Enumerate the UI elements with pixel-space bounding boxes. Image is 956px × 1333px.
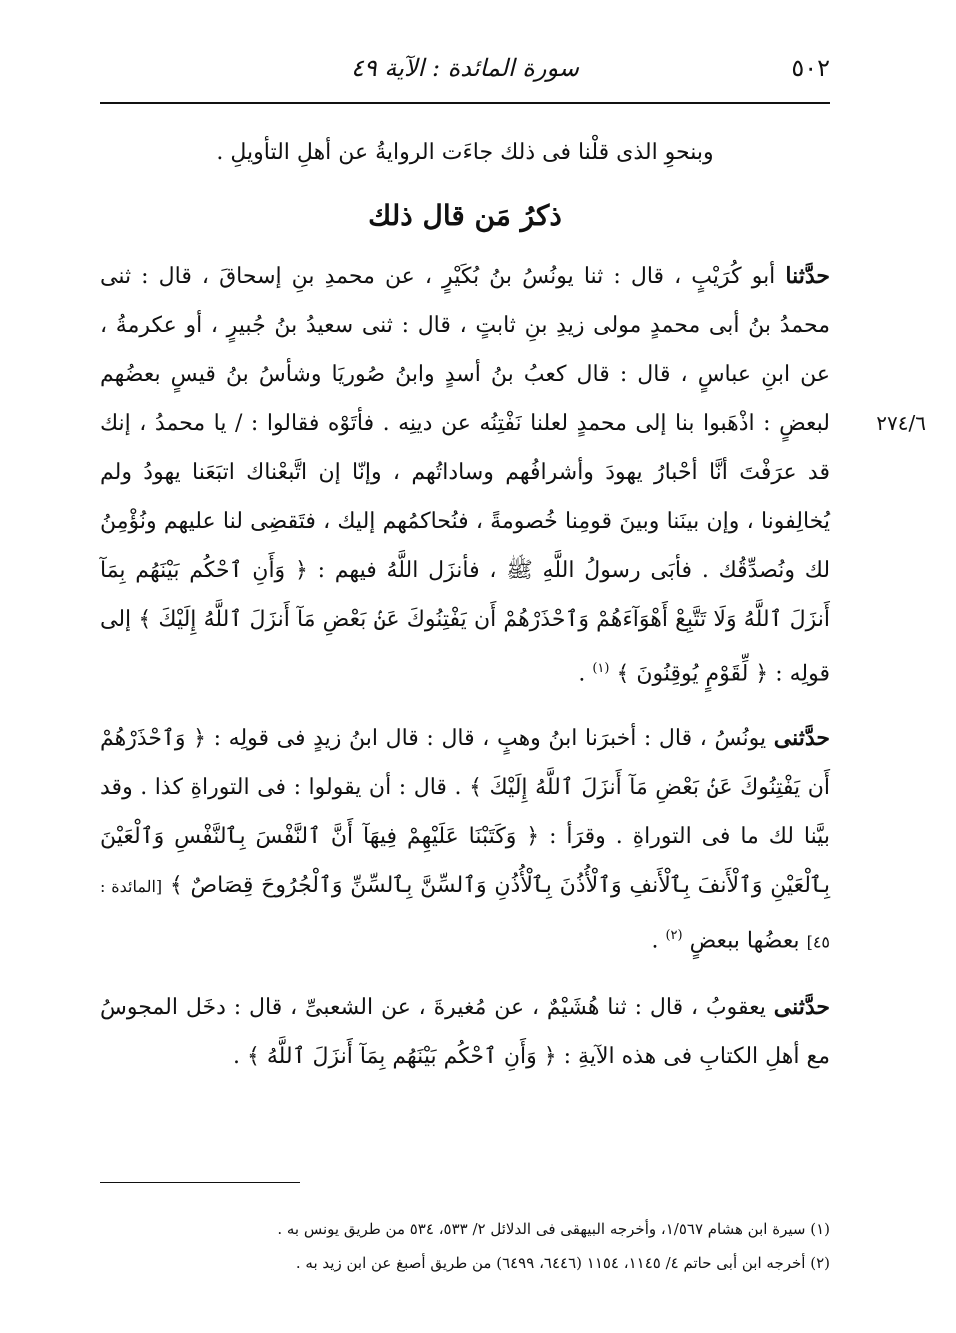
section-title: ذكرُ مَن قال ذلك (368, 199, 562, 232)
hadith-paragraph-2 (100, 714, 830, 966)
quran-verse: ﴿ وَكَتَبْنَا عَلَيْهِمْ فِيهَآ أَنَّ ٱلنَّفْسَ بِٱلنَّفْسِ وَٱلْعَيْنَ بِٱلْعَيْنِ وَٱلْأَنفَ بِٱلْأَنفِ وَٱلْأُذُنَ بِٱلْأُذُنِ وَٱلسِّنَّ بِٱلسِّنِّ وَٱلْجُرُوحَ قِصَاصٌ ﴾ (100, 824, 830, 899)
footnote-marker: (١) (592, 661, 610, 676)
book-page (100, 40, 926, 1300)
margin-volume-page-ref: ٢٧٤/٦ (876, 411, 926, 435)
footnote-rule (100, 1182, 300, 1183)
hadith-paragraph-1 (100, 252, 926, 698)
page-number: ٥٠٢ (791, 54, 830, 82)
narration-text: . قال : أن يقولوا : فى التوراةِ كذا . وقد بيَّنا لك ما فى التوراةِ . وقرَأ : (100, 775, 830, 850)
intro-line: وبنحوِ الذى قلْنا فى ذلك جاءَت الروايةُ عن أهلِ التأويلِ . (216, 140, 714, 165)
running-title: سورة المائدة : الآية ٤٩ (351, 54, 579, 82)
narration-lead: حدَّثنى (773, 725, 830, 752)
narration-text: بعضُها ببعضٍ (689, 928, 800, 954)
header-rule (100, 102, 830, 104)
sentence-end: . (651, 928, 659, 954)
main-text (100, 128, 926, 1097)
narration-text: إلى قولِه : (100, 607, 830, 687)
hadith-paragraph-3 (100, 983, 830, 1081)
narration-text: أبو كُرَيْبٍ ، قال : ثنا يونُسُ بنُ بُكَيْرٍ ، عن محمدِ بنِ إسحاقَ ، قال : ثنى محمدُ بنُ أبى محمدٍ مولى زيدِ بنِ ثابتٍ ، قال : ثنى سعيدُ بنُ جُبيرٍ ، أو عكرمةُ ، عن ابنِ عباسٍ ، قال : قال كعبُ بنُ أسدٍ وابنُ صُوريَا وشأسُ بنُ قيسٍ بعضُهم لبعضٍ : (100, 264, 830, 436)
sentence-end: . (578, 661, 586, 687)
quran-verse: ﴿ وَٱحْذَرْهُمْ أَن يَفْتِنُوكَ عَنۢ بَعْضِ مَآ أَنزَلَ ٱللَّهُ إِلَيْكَ ﴾ (100, 726, 831, 801)
sentence-end: . (232, 1043, 240, 1069)
verse-reference: [المائدة : ٤٥] (100, 877, 830, 952)
footnote-marker: (٢) (665, 928, 683, 944)
narration-text: فأبَى رسولُ اللَّهِ ﷺ ، فأنزَل اللَّهُ فيهم : (317, 558, 693, 583)
narration-text: يعقوبُ ، قال : ثنا هُشَيْمٌ ، عن مُغيرةَ ، عن الشعبىِّ ، قال : دخَل المجوسُ مع أهلِ الكتابِ فى هذه الآيةِ : (100, 994, 830, 1069)
footnote-2: (٢) أخرجه ابن أبى حاتم ٤/ ١١٤٥، ١١٥٤ (٦٤٤٦، ٦٤٩٩) من طريق أصبغ عن ابن زيد به . (295, 1254, 830, 1272)
quran-verse: ﴿ وَأَنِ ٱحْكُم بَيْنَهُم بِمَآ أَنزَلَ ٱللَّهُ وَلَا تَتَّبِعْ أَهْوَآءَهُمْ وَٱحْذَرْهُمْ أَن يَفْتِنُوكَ عَنۢ بَعْضِ مَآ أَنزَلَ ٱللَّهُ إِلَيْكَ ﴾ (100, 558, 830, 632)
footnotes (100, 1212, 830, 1280)
quran-verse: ﴿ وَأَنِ ٱحْكُم بَيْنَهُم بِمَآ أَنزَلَ ٱللَّهُ ﴾ (246, 1043, 557, 1069)
quran-verse: ﴿ لِّقَوْمٍ يُوقِنُونَ ﴾ (616, 661, 769, 687)
narration-text: يونُسُ ، قال : أخبرَنا ابنُ وهبٍ ، قال : قال ابنُ زيدٍ فى قولِه : (213, 726, 767, 752)
narration-lead: حدَّثنا (785, 263, 831, 289)
page-header (100, 54, 830, 94)
narration-text: اذْهَبوا بنا إلى محمدٍ لعلنا نَفْتِنُه عن دينِه . فأتَوْه فقالوا : / يا محمدُ ، إنك قد عرَفْتَ أنَّا أحْبارُ يهودَ وأشرافُهم وساداتُهم ، وإنّا إن اتَّبعْناك اتبَعَنا يهودُ ولم يُخالِفونا ، وإن بينَنا وبينَ قومِنا خُصومةً ، فنُحاكمُهم إليك ، فتَقضِى لنا عليهم ونُؤْمِنُ لك ونُصدِّقُك . (100, 411, 831, 583)
footnote-1: (١) سيرة ابن هشام ١/٥٦٧، وأخرجه البيهقى فى الدلائل ٢/ ٥٣٣، ٥٣٤ من طريق يونس به . (277, 1220, 830, 1238)
narration-lead: حدَّثنى (773, 993, 830, 1020)
